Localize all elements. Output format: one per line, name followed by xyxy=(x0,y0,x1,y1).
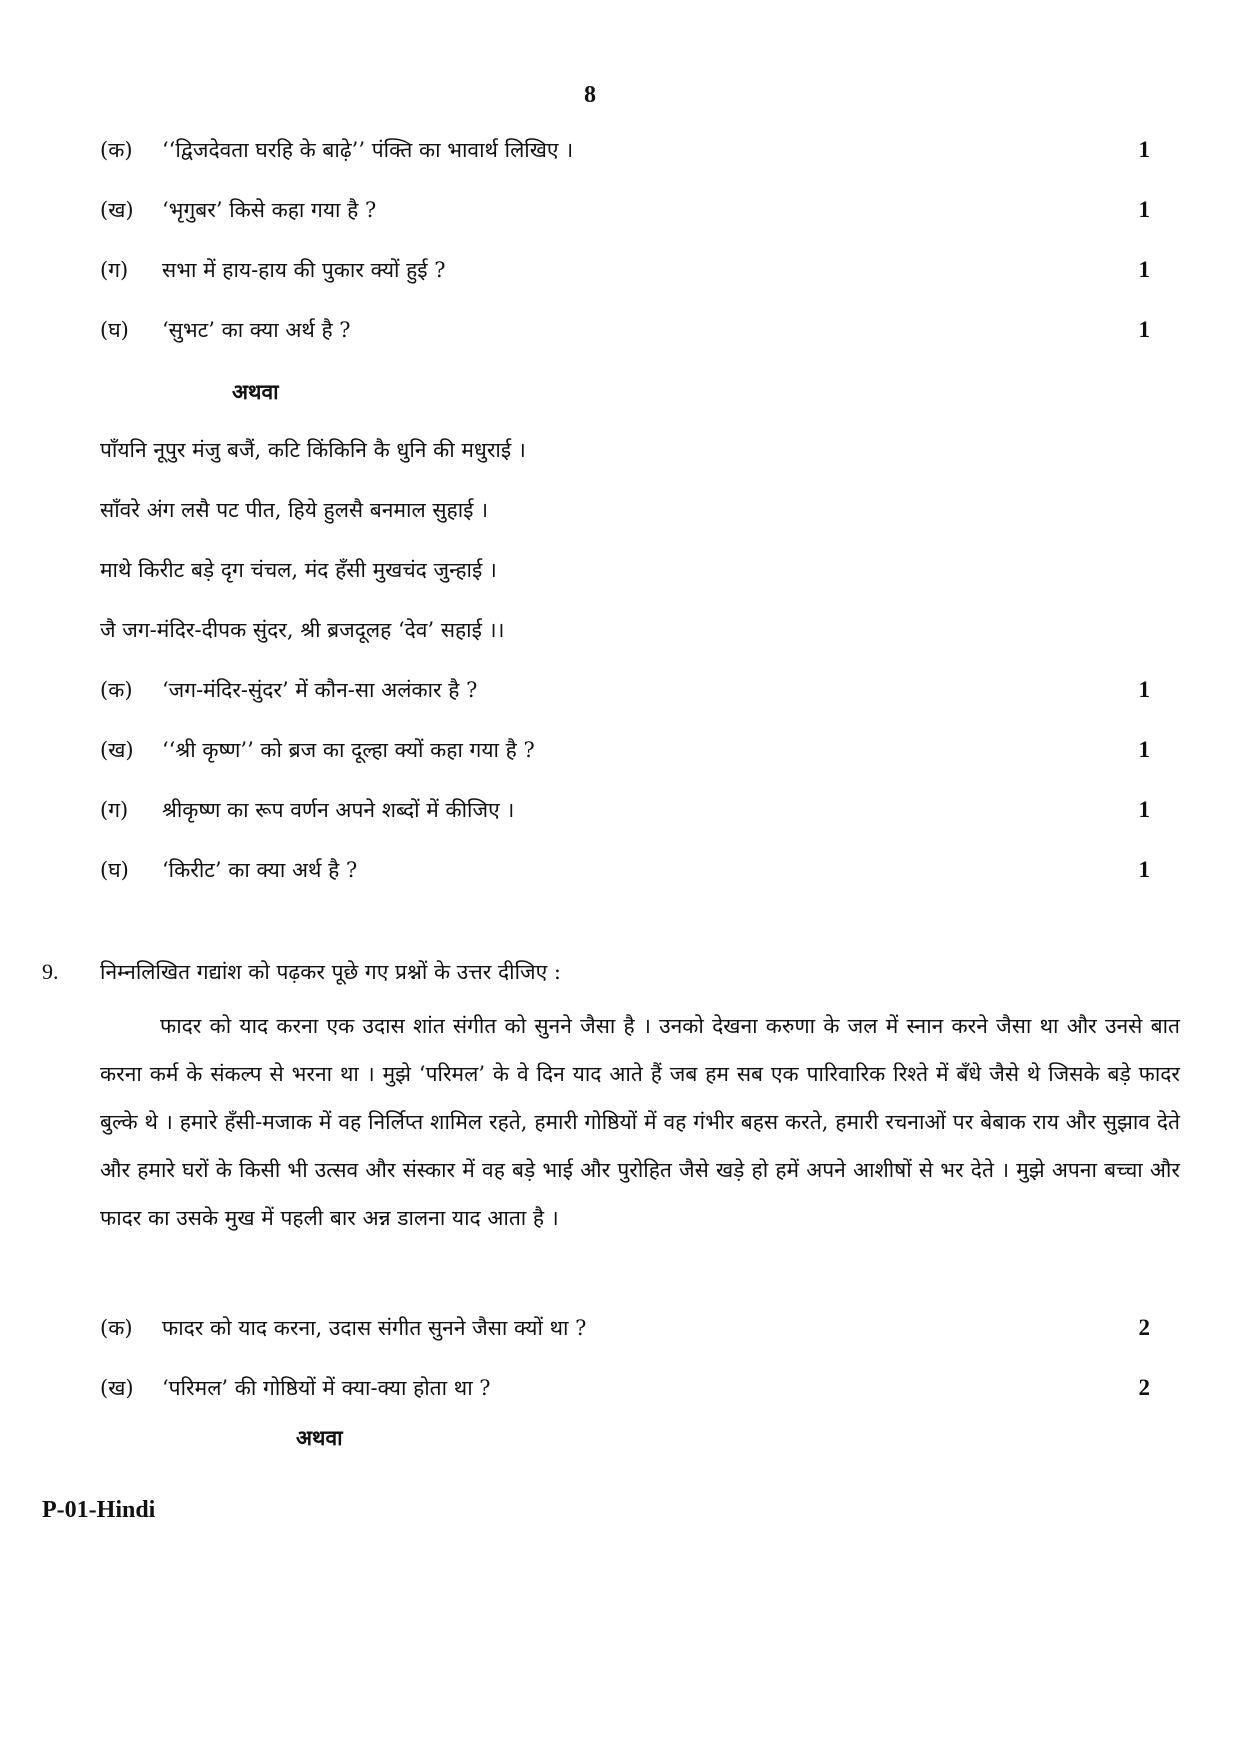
athwa-heading: अथवा xyxy=(232,379,279,404)
question-letter: (क) xyxy=(100,1316,133,1340)
question-marks: 1 xyxy=(1138,317,1150,342)
question-number: 9. xyxy=(42,959,59,984)
question-marks: 2 xyxy=(1138,1375,1150,1400)
question-row xyxy=(100,1370,1150,1406)
question-marks: 1 xyxy=(1138,737,1150,762)
question-letter: (घ) xyxy=(100,318,129,342)
page-number: 8 xyxy=(584,82,596,108)
question-instruction: निम्नलिखित गद्यांश को पढ़कर पूछे गए प्रश्नों के उत्तर दीजिए : xyxy=(100,960,562,984)
poem-line: पाँयनि नूपुर मंजु बजैं, कटि किंकिनि कै धुनि की मधुराई । xyxy=(100,438,526,462)
question-row xyxy=(100,1310,1150,1346)
question-letter: (घ) xyxy=(100,858,129,882)
question-marks: 1 xyxy=(1138,197,1150,222)
question-text: ‘‘श्री कृष्ण’’ को ब्रज का दूल्हा क्यों कहा गया है ? xyxy=(162,738,535,762)
question-marks: 1 xyxy=(1138,677,1150,702)
question-text: ‘परिमल’ की गोष्ठियों में क्या-क्या होता था ? xyxy=(162,1376,491,1400)
question-text: ‘किरीट’ का क्या अर्थ है ? xyxy=(162,858,358,882)
question-row xyxy=(100,672,1150,708)
question-letter: (ग) xyxy=(100,258,129,282)
question-row xyxy=(100,192,1150,228)
question-letter: (ग) xyxy=(100,798,129,822)
question-letter: (ख) xyxy=(100,1376,134,1400)
poem-line: साँवरे अंग लसै पट पीत, हिये हुलसै बनमाल सुहाई । xyxy=(100,498,489,522)
question-row xyxy=(100,252,1150,288)
question-text: ‘‘द्विजदेवता घरहि के बाढ़े’’ पंक्ति का भावार्थ लिखिए । xyxy=(162,138,574,162)
question-marks: 1 xyxy=(1138,797,1150,822)
question-marks: 2 xyxy=(1138,1315,1150,1340)
question-text: सभा में हाय-हाय की पुकार क्यों हुई ? xyxy=(162,258,446,282)
question-marks: 1 xyxy=(1138,137,1150,162)
question-text: ‘भृगुबर’ किसे कहा गया है ? xyxy=(162,198,377,222)
question-text: श्रीकृष्ण का रूप वर्णन अपने शब्दों में कीजिए । xyxy=(162,798,515,822)
question-text: ‘जग-मंदिर-सुंदर’ में कौन-सा अलंकार है ? xyxy=(162,678,478,702)
question-letter: (ख) xyxy=(100,198,134,222)
question-letter: (क) xyxy=(100,138,133,162)
question-marks: 1 xyxy=(1138,257,1150,282)
poem-line: जै जग-मंदिर-दीपक सुंदर, श्री ब्रजदूलह ‘देव’ सहाई ।। xyxy=(100,618,505,642)
question-letter: (क) xyxy=(100,678,133,702)
poem-line: माथे किरीट बड़े दृग चंचल, मंद हँसी मुखचंद जुन्हाई । xyxy=(100,558,497,582)
question-row xyxy=(100,792,1150,828)
question-letter: (ख) xyxy=(100,738,134,762)
question-text: फादर को याद करना, उदास संगीत सुनने जैसा क्यों था ? xyxy=(162,1316,587,1340)
question-row xyxy=(100,132,1150,168)
question-row xyxy=(100,312,1150,348)
paper-code: P-01-Hindi xyxy=(42,1497,156,1523)
question-row xyxy=(100,852,1150,888)
question-row xyxy=(100,732,1150,768)
passage: फादर को याद करना एक उदास शांत संगीत को सुनने जैसा है । उनको देखना करुणा के जल में स्नान करने जैसा था और उनसे बात करना कर्म के संकल्प से भरना था । मुझे ‘परिमल’ के वे दिन याद आते हैं जब हम सब एक पारिवारिक रिश्ते में बँधे जैसे थे जिसके बड़े फादर बुल्के थे । हमारे हँसी-मजाक में वह निर्लिप्त शामिल रहते, हमारी गोष्ठियों में वह गंभीर बहस करते, हमारी रचनाओं पर बेबाक राय और सुझाव देते और हमारे घरों के किसी भी उत्सव और संस्कार में वह बड़े भाई और पुरोहित जैसे खड़े हो हमें अपने आशीषों से भर देते । मुझे अपना बच्चा और फादर का उसके मुख में पहली बार अन्न डालना याद आता है । xyxy=(100,1014,1180,1230)
question-marks: 1 xyxy=(1138,857,1150,882)
athwa-heading: अथवा xyxy=(296,1425,343,1450)
question-text: ‘सुभट’ का क्या अर्थ है ? xyxy=(162,318,351,342)
